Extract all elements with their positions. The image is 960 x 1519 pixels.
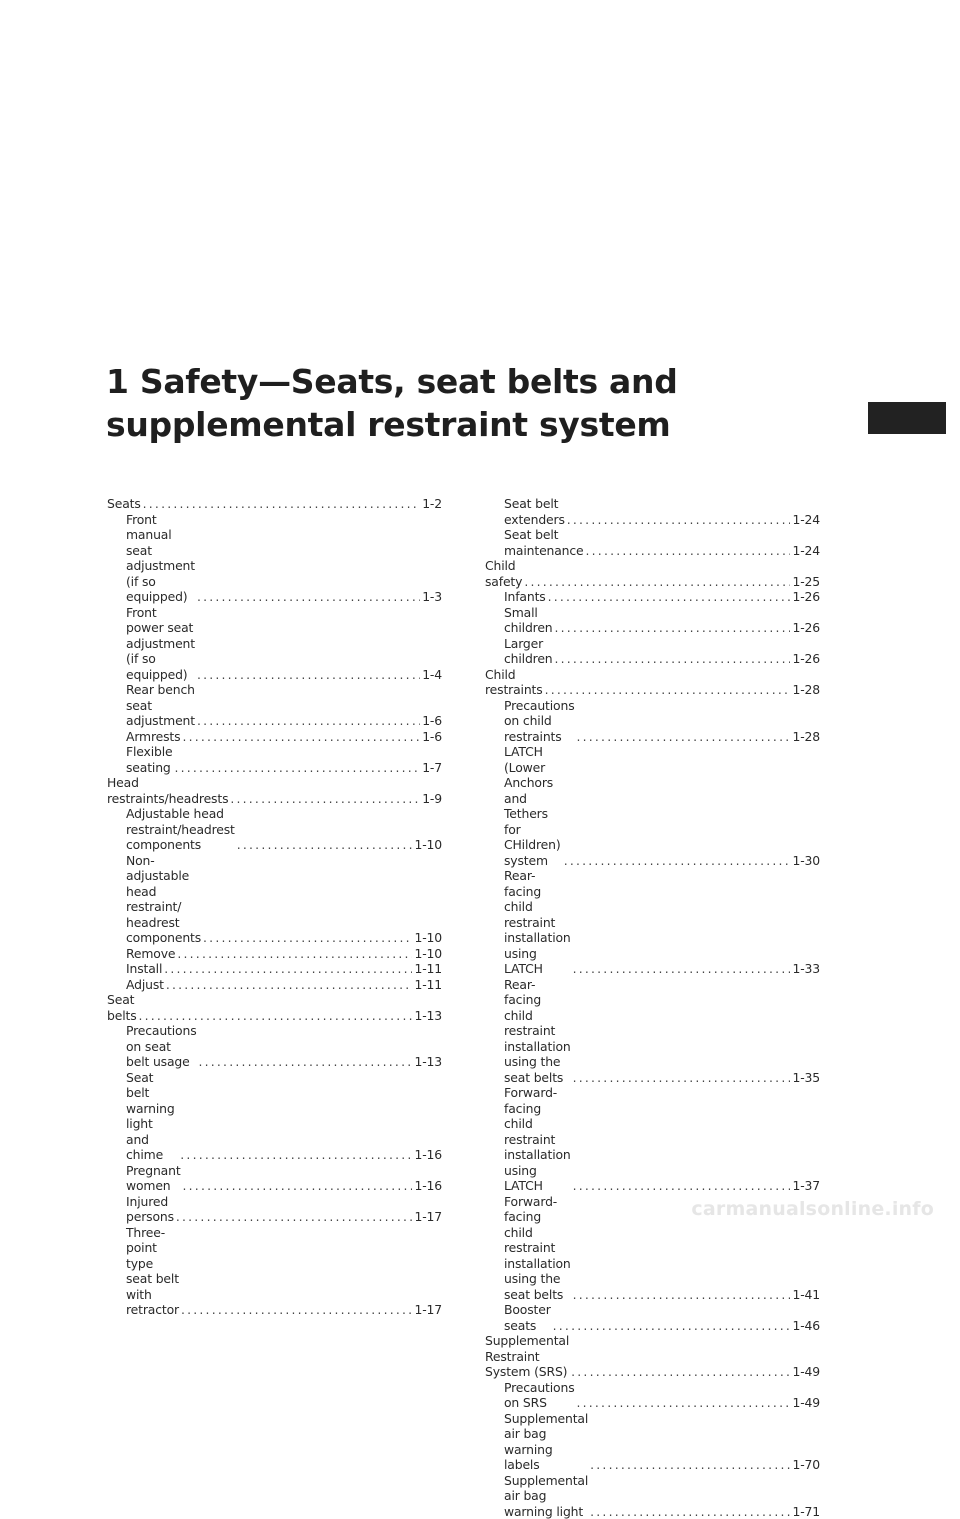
toc-entry-title: Rear bench seat adjustment [126,682,195,729]
dot-leader [577,1395,791,1411]
dot-leader [166,977,413,993]
toc-entry[interactable] [107,806,442,853]
chapter-title: 1 Safety—Seats, seat belts and supplemental restraint system [106,360,806,446]
toc-entry[interactable] [107,853,442,946]
dot-leader [203,930,412,946]
toc-entry[interactable] [485,1380,820,1411]
toc-entry-page: 1-3 [422,589,442,605]
toc-entry[interactable] [107,961,442,977]
toc-entry[interactable] [107,1194,442,1225]
dot-leader [586,543,791,559]
toc-entry-title: Forward-facing child restraint installation using the seat belts [504,1194,571,1303]
toc-entry[interactable] [485,1085,820,1194]
toc-entry-title: LATCH (Lower Anchors and Tethers for CHildren) system [504,744,562,868]
toc-entry-page: 1-11 [414,977,442,993]
dot-leader [567,512,791,528]
toc-entry-page: 1-70 [792,1457,820,1473]
dot-leader [176,1209,413,1225]
toc-entry-page: 1-17 [414,1302,442,1318]
toc-entry[interactable] [107,1163,442,1194]
toc-entry[interactable] [107,512,442,605]
toc-entry-title: Small children [504,605,553,636]
dot-leader [199,1054,413,1070]
toc-entry-title: Injured persons [126,1194,174,1225]
toc-entry-page: 1-25 [792,574,820,590]
toc-entry-title: Adjustable head restraint/headrest components [126,806,235,853]
toc-entry-title: Remove [126,946,175,962]
toc-entry-title: Seats [107,496,141,512]
toc-entry-page: 1-6 [422,729,442,745]
toc-entry-page: 1-10 [414,837,442,853]
toc-entry-title: Seat belt warning light and chime [126,1070,178,1163]
toc-entry-page: 1-17 [414,1209,442,1225]
toc-entry-title: Front power seat adjustment (if so equipped) [126,605,195,683]
toc-entry-title: Precautions on child restraints [504,698,575,745]
toc-entry-title: Front manual seat adjustment (if so equipped) [126,512,195,605]
toc-entry-page: 1-26 [792,620,820,636]
toc-entry[interactable] [107,605,442,683]
chapter-tab [868,402,946,434]
toc-entry[interactable] [485,1411,820,1473]
toc-entry-page: 1-24 [792,512,820,528]
dot-leader [180,1147,412,1163]
toc-entry-page: 1-4 [422,667,442,683]
dot-leader [237,837,413,853]
toc-entry-title: Child restraints [485,667,543,698]
dot-leader [177,946,412,962]
toc-entry[interactable] [485,589,820,605]
dot-leader [564,853,791,869]
toc-entry-title: Seat belts [107,992,136,1023]
dot-leader [230,791,420,807]
dot-leader [573,961,791,977]
dot-leader [590,1504,790,1519]
dot-leader [590,1457,790,1473]
toc-entry-page: 1-6 [422,713,442,729]
toc-entry[interactable] [107,946,442,962]
toc-entry-title: Non-adjustable head restraint/ headrest components [126,853,201,946]
toc-entry-title: Supplemental air bag warning labels [504,1411,588,1473]
toc-entry[interactable] [485,977,820,1086]
toc-entry-page: 1-33 [792,961,820,977]
dot-leader [181,1302,412,1318]
toc-entry-page: 1-41 [792,1287,820,1303]
toc-entry-page: 1-11 [414,961,442,977]
toc-entry-page: 1-49 [792,1364,820,1380]
toc-entry-page: 1-24 [792,543,820,559]
toc-entry[interactable] [107,744,442,775]
dot-leader [573,1070,791,1086]
toc-entry[interactable] [485,605,820,636]
toc-entry-page: 1-16 [414,1178,442,1194]
toc-entry-title: Adjust [126,977,164,993]
toc-entry-page: 1-37 [792,1178,820,1194]
dot-leader [555,620,791,636]
dot-leader [164,961,412,977]
toc-entry-page: 1-9 [422,791,442,807]
toc-entry-title: Rear-facing child restraint installation using LATCH [504,868,571,977]
toc-entry[interactable] [107,1225,442,1318]
dot-leader [577,729,791,745]
toc-entry-page: 1-35 [792,1070,820,1086]
toc-entry-title: Precautions on SRS [504,1380,575,1411]
toc-entry-title: Install [126,961,162,977]
toc-entry-page: 1-26 [792,651,820,667]
toc-entry-page: 1-71 [792,1504,820,1519]
toc-entry[interactable] [485,1473,820,1519]
toc-entry-title: Supplemental air bag warning light [504,1473,588,1519]
toc-entry-page: 1-30 [792,853,820,869]
toc-entry[interactable] [485,527,820,558]
toc-entry-title: Forward-facing child restraint installation using LATCH [504,1085,571,1194]
dot-leader [555,651,791,667]
toc-entry-title: Supplemental Restraint System (SRS) [485,1333,569,1380]
dot-leader [138,1008,412,1024]
toc-entry[interactable] [107,992,442,1023]
toc-entry-page: 1-10 [414,946,442,962]
toc-entry-page: 1-10 [414,930,442,946]
toc-entry[interactable] [107,729,442,745]
toc-entry[interactable] [485,667,820,698]
toc-entry-title: Booster seats [504,1302,551,1333]
toc-entry[interactable] [485,558,820,589]
toc-column-left [107,496,442,1318]
toc-entry-title: Rear-facing child restraint installation using the seat belts [504,977,571,1086]
toc-entry[interactable] [107,1023,442,1070]
dot-leader [545,682,791,698]
toc-entry-title: Infants [504,589,546,605]
toc-entry-page: 1-7 [422,760,442,776]
toc-entry-title: Pregnant women [126,1163,181,1194]
toc-entry[interactable] [485,744,820,868]
toc-entry-title: Seat belt extenders [504,496,565,527]
dot-leader [197,589,420,605]
toc-entry[interactable] [485,698,820,745]
toc-entry-page: 1-49 [792,1395,820,1411]
toc-entry-page: 1-28 [792,682,820,698]
dot-leader [197,667,420,683]
toc-entry-title: Larger children [504,636,553,667]
toc-entry-title: Seat belt maintenance [504,527,584,558]
dot-leader [197,713,420,729]
toc-entry-title: Precautions on seat belt usage [126,1023,197,1070]
toc-entry-page: 1-26 [792,589,820,605]
dot-leader [174,760,420,776]
toc-entry-page: 1-16 [414,1147,442,1163]
toc-entry-title: Armrests [126,729,180,745]
toc-entry[interactable] [485,1302,820,1333]
dot-leader [553,1318,791,1334]
toc-entry[interactable] [107,775,442,806]
toc-entry[interactable] [485,496,820,527]
dot-leader [143,496,421,512]
watermark: carmanualsonline.info [691,1198,934,1220]
toc-entry-title: Child safety [485,558,522,589]
toc-entry[interactable] [107,1070,442,1163]
toc-column-right [485,496,820,1519]
toc-entry-page: 1-28 [792,729,820,745]
dot-leader [524,574,790,590]
toc-entry[interactable] [485,868,820,977]
toc-entry[interactable] [107,496,442,512]
toc-entry-title: Three-point type seat belt with retractor [126,1225,179,1318]
toc-entry[interactable] [107,682,442,729]
toc-entry[interactable] [485,636,820,667]
dot-leader [183,1178,413,1194]
toc-entry[interactable] [107,977,442,993]
dot-leader [548,589,791,605]
dot-leader [571,1364,790,1380]
dot-leader [182,729,420,745]
toc-entry-page: 1-13 [414,1054,442,1070]
dot-leader [573,1287,791,1303]
toc-entry-page: 1-2 [422,496,442,512]
toc-entry-page: 1-13 [414,1008,442,1024]
toc-entry[interactable] [485,1333,820,1380]
toc-entry-title: Head restraints/headrests [107,775,228,806]
toc-entry-page: 1-46 [792,1318,820,1334]
dot-leader [573,1178,791,1194]
toc-entry-title: Flexible seating [126,744,172,775]
